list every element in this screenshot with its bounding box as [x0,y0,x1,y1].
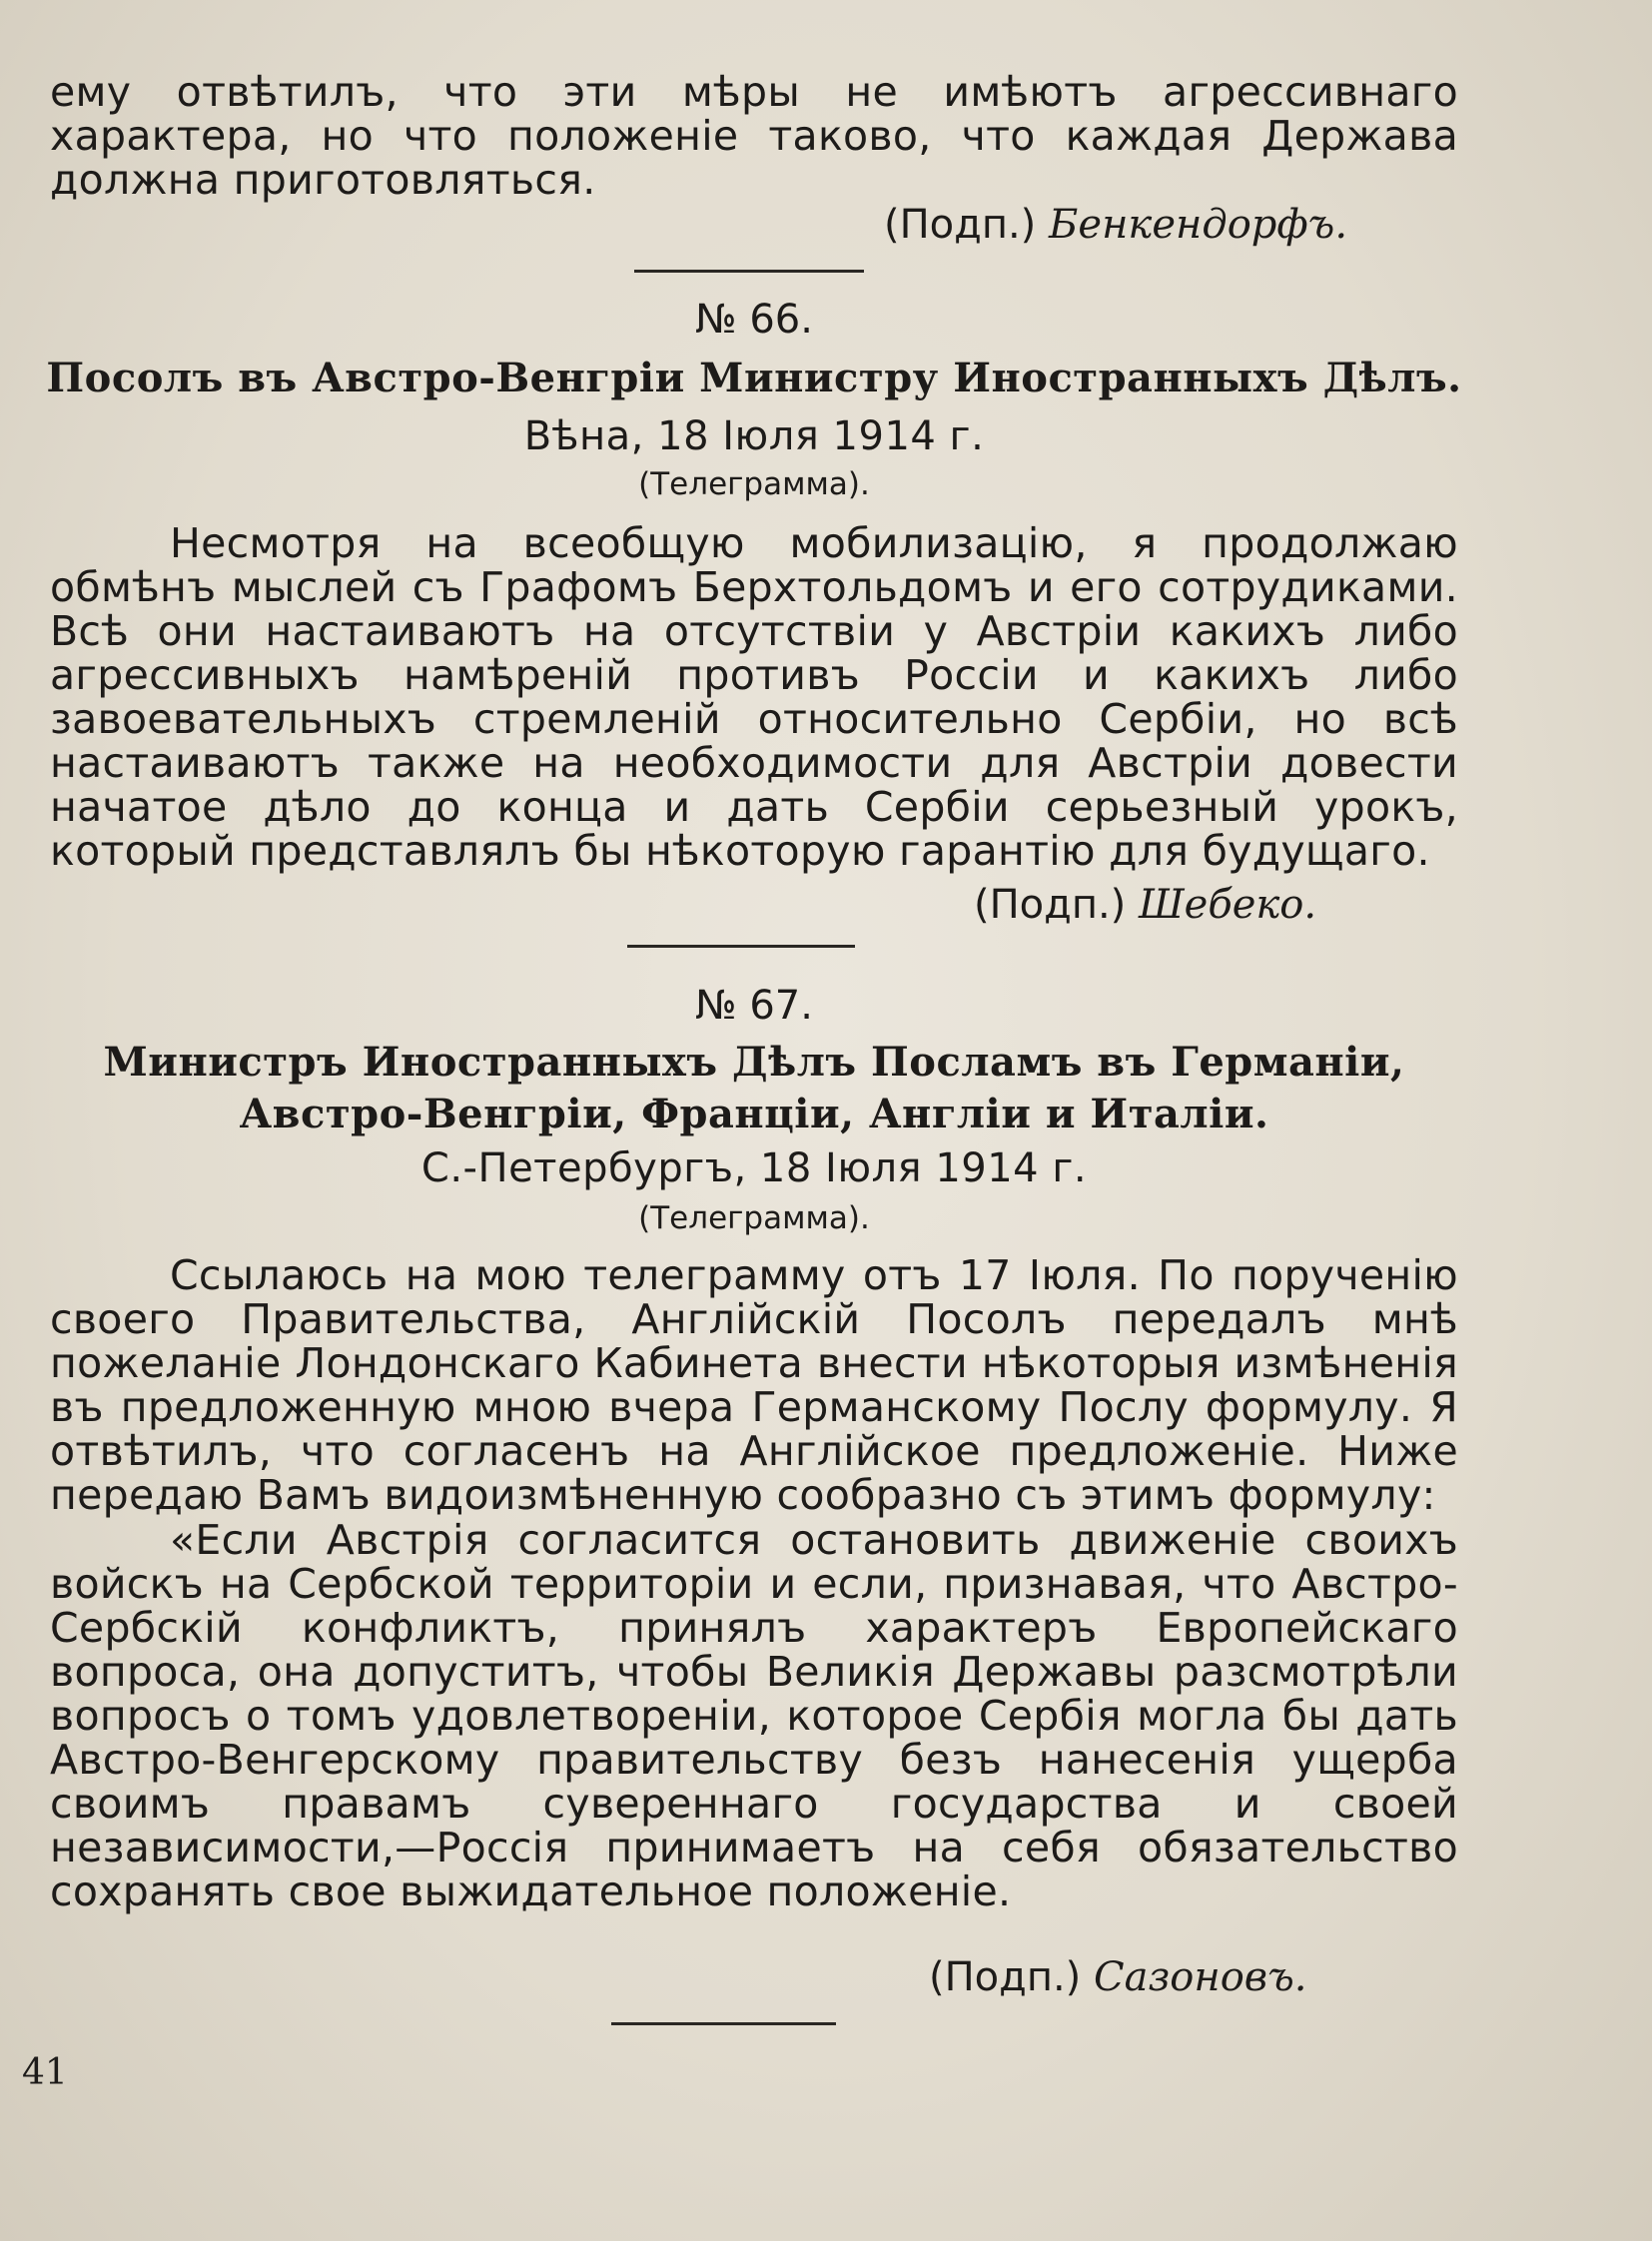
signature-name: Шебеко. [1139,882,1317,928]
separator-rule [627,945,855,948]
doc67-body-paragraph2: «Если Австрія согласится остановить движеніе своихъ войскъ на Сербской территоріи и если, признавая, что Австро-Сербскій конфликтъ, принялъ характеръ Европейскаго вопроса, она допуститъ, чтобы Великія Державы разсмотрѣли вопросъ о томъ удовлетвореніи, которое Сербія могла бы дать Австро-Венгерскому правительству безъ нанесенія ущерба своимъ правамъ сувереннаго государства и своей независимости,—Россія принимаетъ на себя обязательство сохранять свое выжидательное положеніе. [50,1516,1458,1915]
signature-sazonov [929,1955,1306,1999]
separator-rule [634,270,864,273]
signature-prefix: (Подп.) [929,1954,1082,2000]
signature-prefix: (Подп.) [884,202,1037,248]
doc66-type: (Телеграмма). [638,466,870,502]
doc66-number: № 66. [695,297,813,343]
doc67-type: (Телеграмма). [638,1200,870,1236]
doc67-place-date: С.-Петербургъ, 18 Іюля 1914 г. [420,1145,1088,1191]
doc67-title-line1: Министръ Иностранныхъ Дѣлъ Посламъ въ Германіи, [103,1039,1405,1086]
doc67-title-line2: Австро-Венгріи, Франціи, Англіи и Италіи. [239,1091,1269,1137]
continuation-text: ему отвѣтилъ, что эти мѣры не имѣютъ агрессивнаго характера, но что положеніе таково, что каждая Держава должна приготовляться. [50,68,1458,204]
page-number: 41 [22,2052,68,2093]
signature-benckendorff [884,203,1347,247]
doc66-title: Посолъ въ Австро-Венгріи Министру Иностранныхъ Дѣлъ. [46,355,1462,401]
signature-name: Сазоновъ. [1094,1954,1307,2000]
signature-name: Бенкендорфъ. [1049,202,1348,248]
separator-rule [611,2022,836,2025]
signature-prefix: (Подп.) [974,882,1127,928]
signature-shebeko [974,883,1316,927]
doc67-number: № 67. [695,983,813,1029]
doc67-body-paragraph1: Ссылаюсь на мою телеграмму отъ 17 Іюля. По порученію своего Правительства, Англійскій Посолъ передалъ мнѣ пожеланіе Лондонскаго Кабинета внести нѣкоторыя измѣненія въ предложенную мною вчера Германскому Послу формулу. Я отвѣтилъ, что согласенъ на Англійское предложеніе. Ниже передаю Вамъ видоизмѣненную сообразно съ этимъ формулу: [50,1251,1458,1519]
doc66-place-date: Вѣна, 18 Іюля 1914 г. [523,413,985,459]
doc66-body: Несмотря на всеобщую мобилизацію, я продолжаю обмѣнъ мыслей съ Графомъ Берхтольдомъ и его сотрудиками. Всѣ они настаиваютъ на отсутствіи у Австріи какихъ либо агрессивныхъ намѣреній противъ Россіи и какихъ либо завоевательныхъ стремленій относительно Сербіи, но всѣ настаиваютъ также на необходимости для Австріи довести начатое дѣло до конца и дать Сербіи серьезный урокъ, который представлялъ бы нѣкоторую гарантію для будущаго. [50,519,1458,875]
